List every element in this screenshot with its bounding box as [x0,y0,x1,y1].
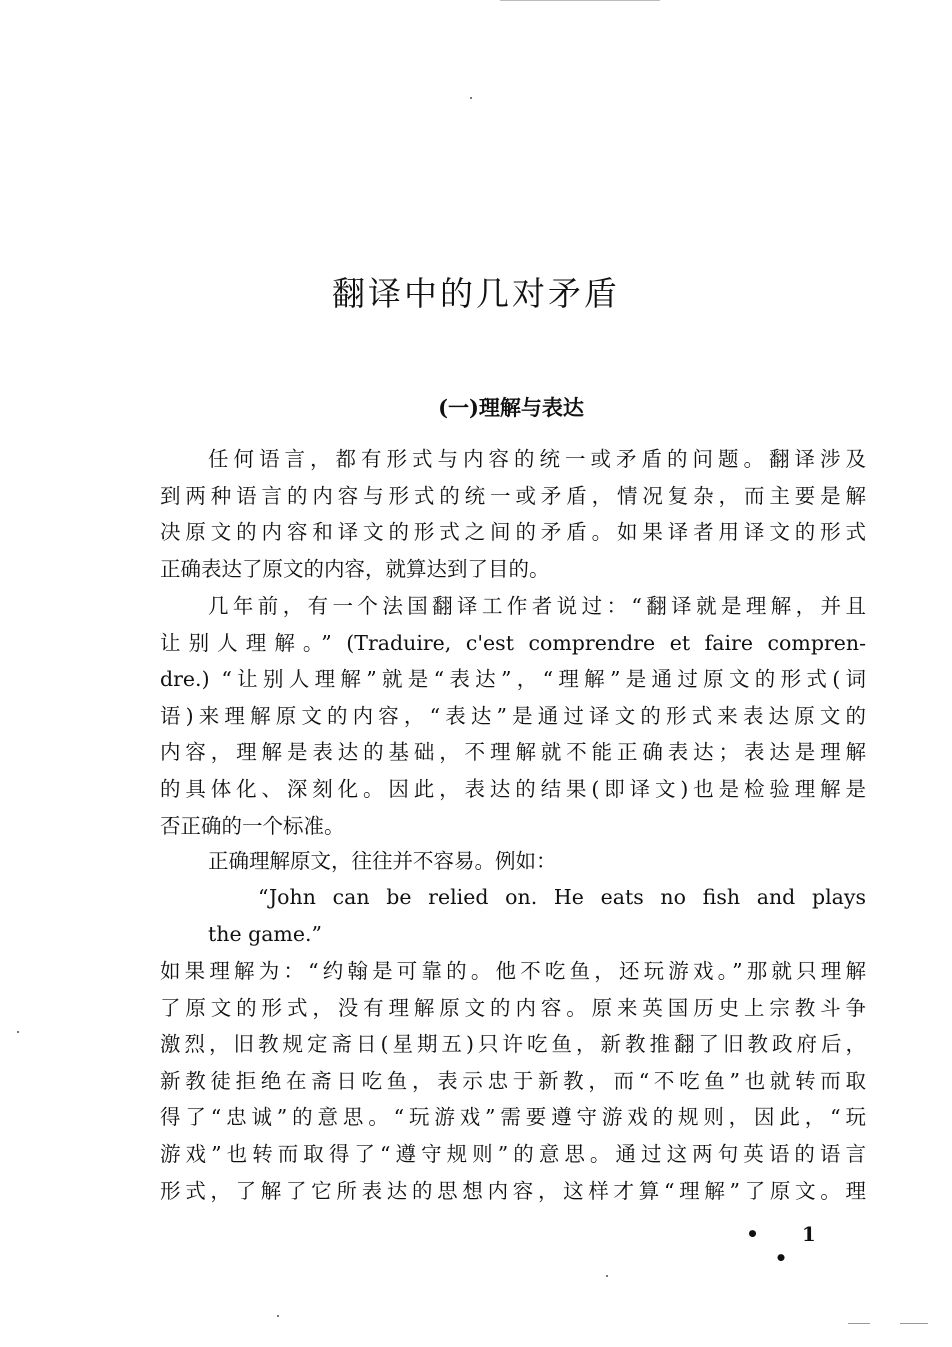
text-line: 决原文的内容和译文的形式之间的矛盾。如果译者用译文的形式 [160,520,866,545]
english-example-quote [160,879,866,952]
text-line: 游戏”也转而取得了“遵守规则”的意思。通过这两句英语的语言 [160,1141,866,1166]
text-line: 让别人理解。” (Traduire, c'est comprendre et faire compren- [160,630,866,655]
scan-edge-mark [848,1323,870,1324]
quote-line: the game.” [208,921,323,946]
scan-speck [17,1031,19,1033]
scan-speck [606,1275,608,1277]
text-line: 正确表达了原文的内容，就算达到了目的。 [160,556,550,581]
text-line: 内容，理解是表达的基础，不理解就不能正确表达；表达是理解 [160,740,866,765]
section-heading: (一)理解与表达 [438,395,584,420]
paragraph-4 [160,953,866,1209]
scan-edge-mark [500,0,660,1]
text-line: 如果理解为：“约翰是可靠的。他不吃鱼，还玩游戏。”那就只理解 [160,959,866,983]
text-line: 任何语言，都有形式与内容的统一或矛盾的问题。翻译涉及 [208,447,866,471]
chapter-title: 翻译中的几对矛盾 [332,274,620,313]
text-line: 新教徒拒绝在斋日吃鱼，表示忠于新教，而“不吃鱼”也就转而取 [160,1068,866,1093]
text-line: 到两种语言的内容与形式的统一或矛盾，情况复杂，而主要是解 [160,483,866,508]
paragraph-3 [160,843,866,880]
paragraph-1 [160,441,866,587]
text-line: 正确理解原文，往往并不容易。例如： [208,849,557,873]
text-line: 得了“忠诚”的意思。“玩游戏”需要遵守游戏的规则，因此，“玩 [160,1105,866,1130]
page-number: • 1 • [746,1222,834,1270]
paragraph-2 [160,588,866,844]
text-line: 几年前，有一个法国翻译工作者说过：“翻译就是理解，并且 [208,594,866,618]
text-line: dre.) “让别人理解”就是“表达”，“理解”是通过原文的形式(词 [160,667,866,692]
scan-edge-mark [900,1323,928,1324]
quote-line: “John can be relied on. He eats no fish and plays [258,885,866,909]
text-line: 形式，了解了它所表达的思想内容，这样才算“理解”了原文。理 [160,1178,866,1203]
scan-speck [277,1315,279,1317]
text-line: 否正确的一个标准。 [160,813,345,838]
text-line: 语)来理解原文的内容，“表达”是通过译文的形式来表达原文的 [160,703,866,728]
text-line: 的具体化、深刻化。因此，表达的结果(即译文)也是检验理解是 [160,776,866,801]
text-line: 激烈，旧教规定斋日(星期五)只许吃鱼，新教推翻了旧教政府后， [160,1032,866,1057]
text-line: 了原文的形式，没有理解原文的内容。原来英国历史上宗教斗争 [160,995,866,1020]
scan-speck [470,97,472,99]
